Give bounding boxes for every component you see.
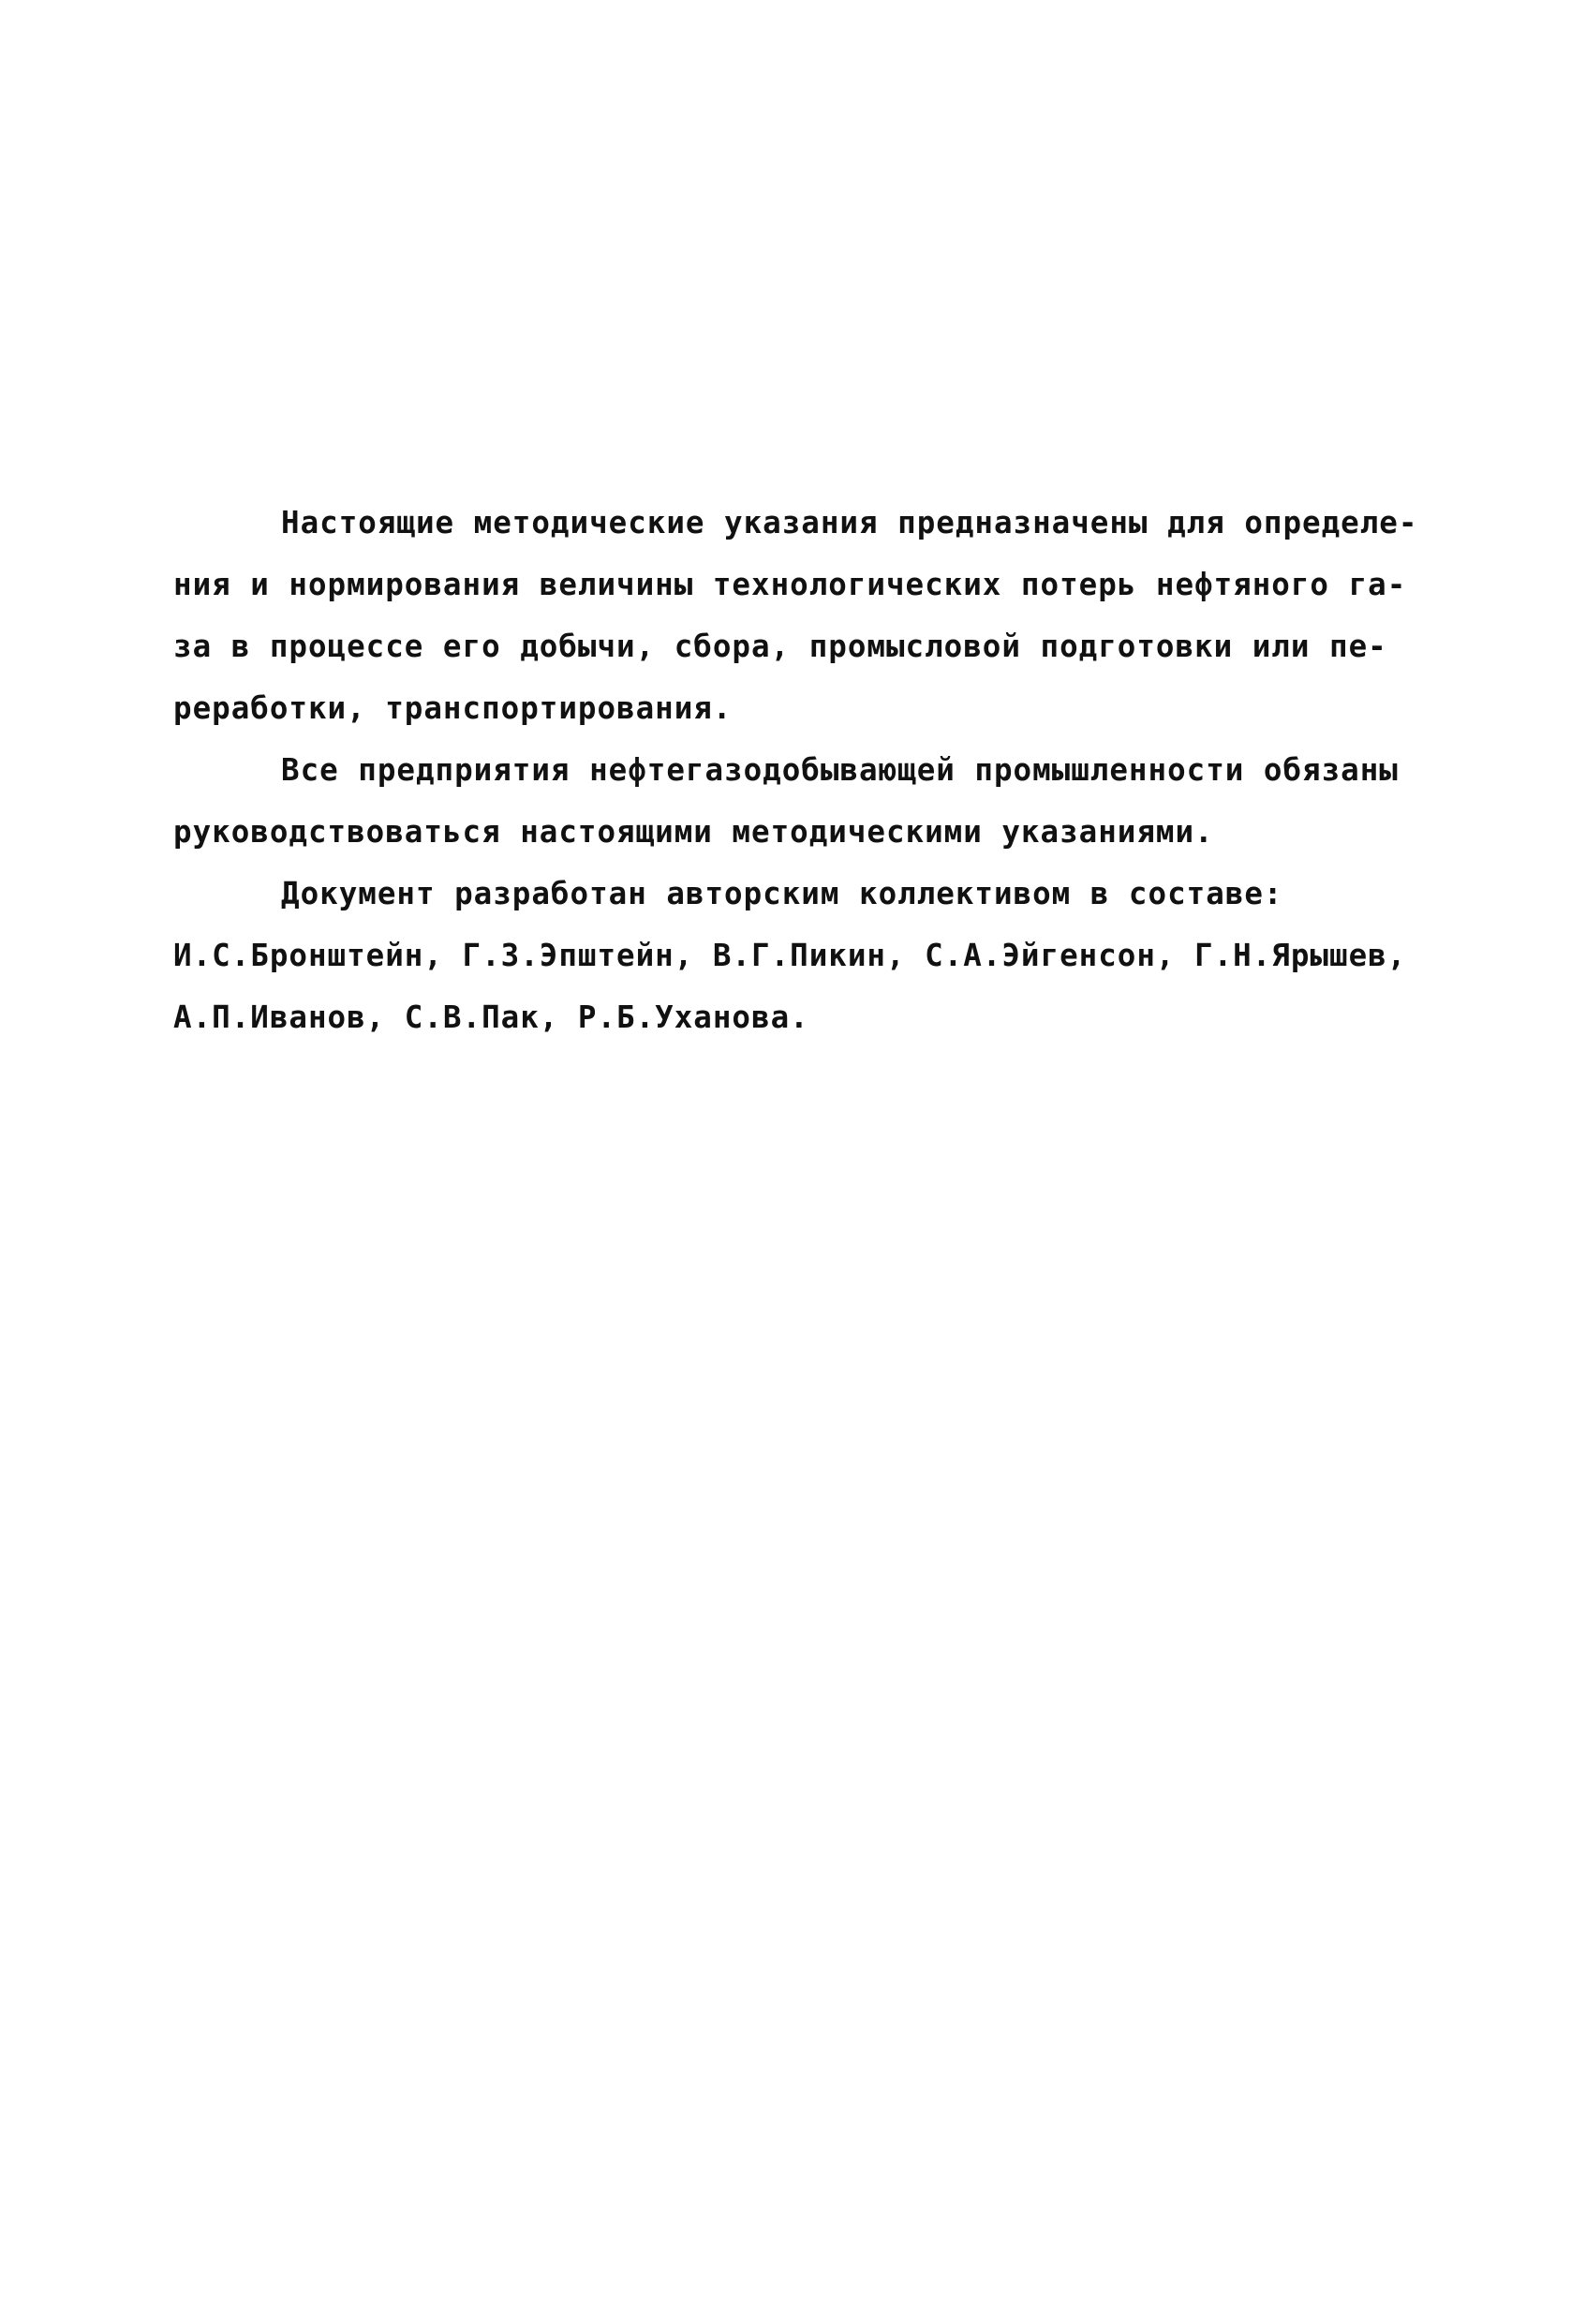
text-line: за в процессе его добычи, сбора, промысловой подготовки или пе-	[173, 629, 1387, 664]
text-line: реработки, транспортирования.	[173, 690, 733, 726]
author-list-line: И.С.Бронштейн, Г.З.Эпштейн, В.Г.Пикин, С.А.Эйгенсон, Г.Н.Ярышев,	[173, 938, 1407, 973]
author-list-line: А.П.Иванов, С.В.Пак, Р.Б.Уханова.	[173, 999, 809, 1035]
paragraph-authors	[173, 863, 1447, 1048]
text-line: ния и нормирования величины технологических потерь нефтяного га-	[173, 567, 1407, 602]
text-line: Настоящие методические указания предназначены для определе-	[281, 505, 1418, 540]
text-line: руководствоваться настоящими методическими указаниями.	[173, 814, 1214, 850]
paragraph-obligation	[173, 739, 1447, 863]
text-line: Документ разработан авторским коллективом в составе:	[281, 876, 1283, 911]
paragraph-purpose	[173, 492, 1447, 739]
document-body	[173, 492, 1447, 1048]
text-line: Все предприятия нефтегазодобывающей промышленности обязаны	[281, 752, 1399, 788]
